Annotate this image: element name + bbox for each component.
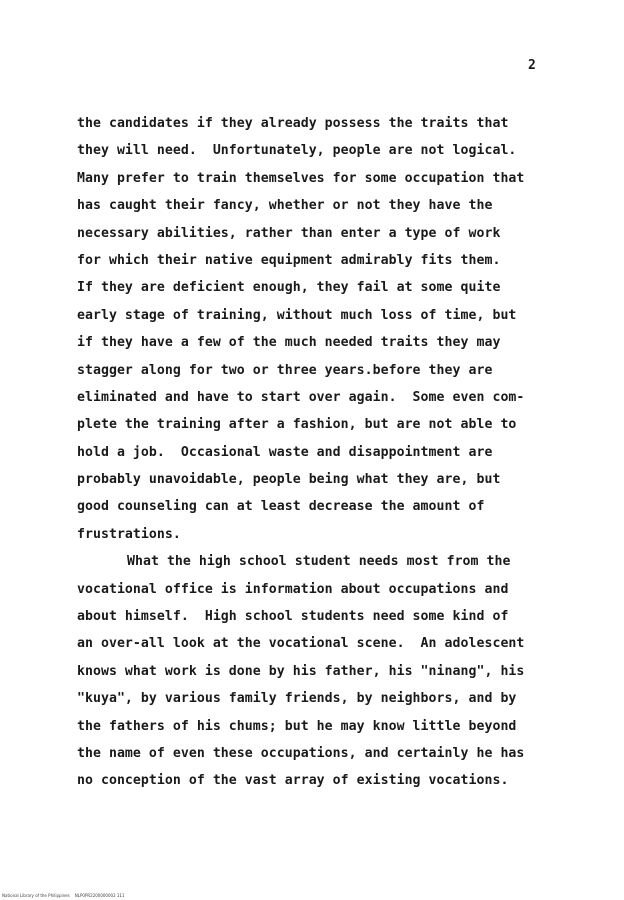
text-line: eliminated and have to start over again. Some even com- [77,389,525,405]
text-line: for which their native equipment admirably fits them. [77,252,501,268]
text-line: if they have a few of the much needed traits they may [77,335,501,351]
text-line: the name of even these occupations, and certainly he has [77,745,525,761]
text-line: Many prefer to train themselves for some occupation that [77,170,525,186]
archive-footer: National Library of the Philippines NLP0PR2200000002 111 [2,893,125,898]
text-line: knows what work is done by his father, his "ninang", his [77,663,525,679]
text-line: plete the training after a fashion, but are not able to [77,417,517,433]
text-line: "kuya", by various family friends, by neighbors, and by [77,691,517,707]
text-line: they will need. Unfortunately, people are not logical. [77,143,517,159]
paragraph-start-line: What the high school student needs most from the [127,554,511,570]
text-line: frustrations. [77,526,181,542]
page-number: 2 [528,58,536,73]
text-line: stagger along for two or three years.before they are [77,362,493,378]
text-line: If they are deficient enough, they fail at some quite [77,280,501,296]
text-line: vocational office is information about occupations and [77,581,509,597]
text-line: necessary abilities, rather than enter a type of work [77,225,501,241]
text-line: the candidates if they already possess the traits that [77,116,509,131]
text-line: probably unavoidable, people being what they are, but [77,472,501,488]
text-line: early stage of training, without much loss of time, but [77,307,517,323]
text-line: an over-all look at the vocational scene. An adolescent [77,636,525,652]
text-line: has caught their fancy, whether or not they have the [77,198,493,214]
text-line: the fathers of his chums; but he may know little beyond [77,718,517,734]
text-line: no conception of the vast array of existing vocations. [77,773,509,789]
text-line: good counseling can at least decrease the amount of [77,499,485,515]
body-text [77,110,557,795]
text-line: hold a job. Occasional waste and disappointment are [77,444,493,460]
text-line: about himself. High school students need some kind of [77,609,509,625]
